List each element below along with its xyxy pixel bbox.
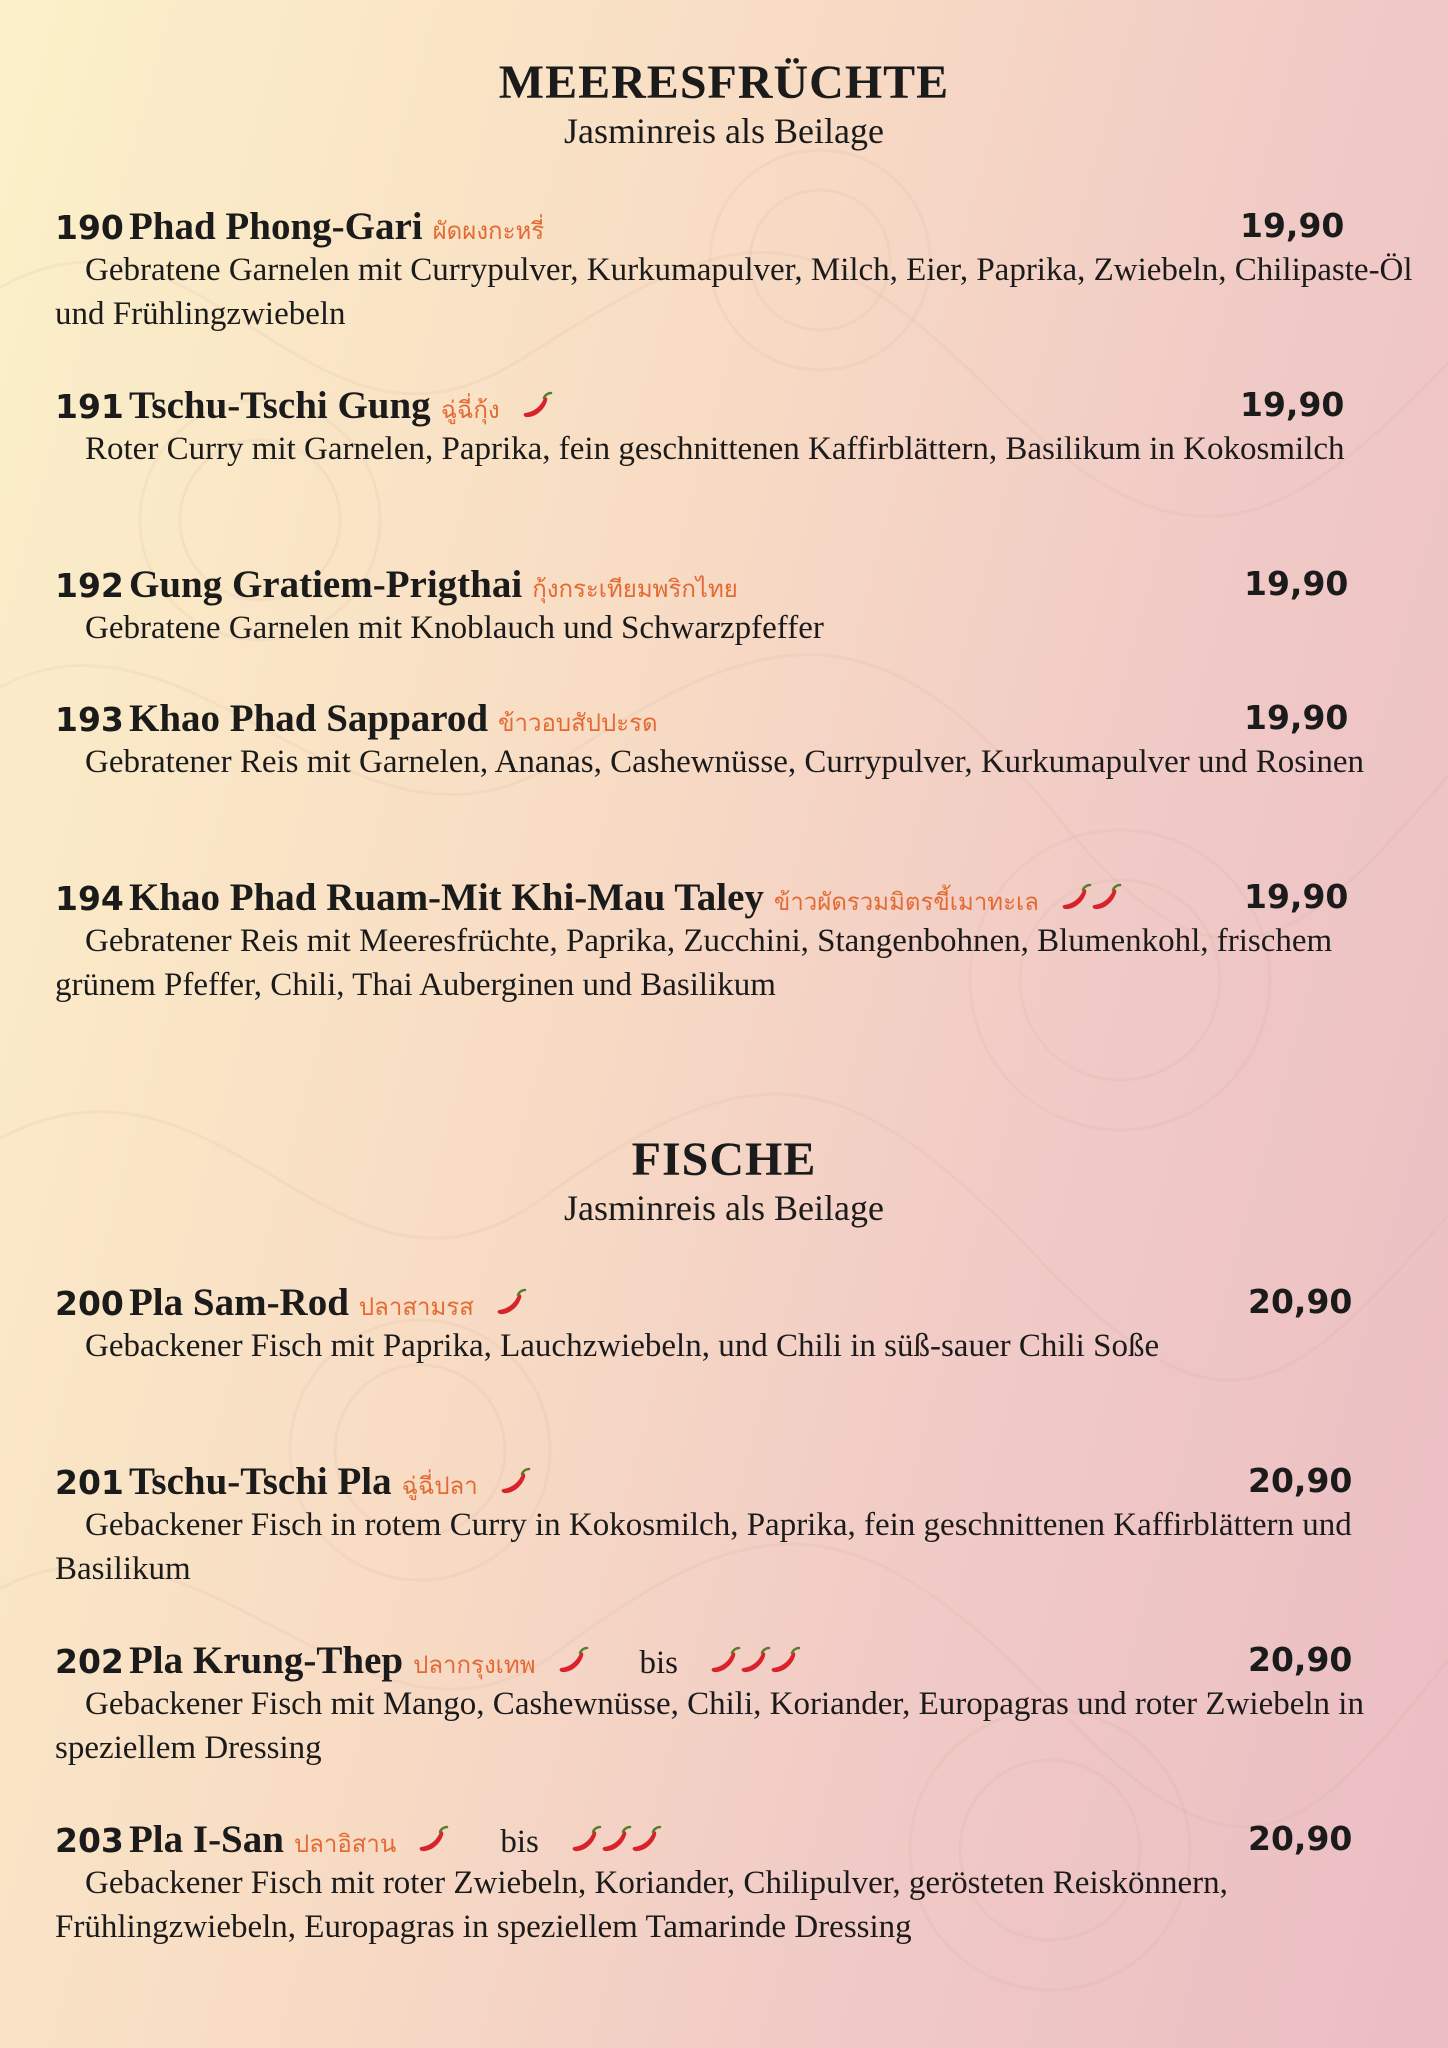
section-subtitle: Jasminreis als Beilage: [564, 111, 884, 151]
item-price: 19,90: [1244, 698, 1349, 737]
item-thai-name: ปลากรุงเทพ: [413, 1651, 536, 1679]
item-number: 192: [55, 566, 124, 605]
item-name: Pla Sam-Rod: [128, 1281, 349, 1324]
item-name: Tschu-Tschi Pla: [128, 1460, 392, 1503]
item-number: 194: [55, 879, 124, 918]
menu-item: [55, 1638, 1415, 1770]
item-price: 20,90: [1248, 1640, 1353, 1679]
chili-pepper-icon: [601, 1825, 633, 1855]
item-number: 202: [55, 1642, 124, 1681]
item-name: Phad Phong-Gari: [128, 205, 423, 248]
menu-item: [55, 204, 1415, 336]
item-price: 19,90: [1240, 206, 1345, 245]
menu-item-header: [55, 1459, 1415, 1503]
menu-item-header: [55, 875, 1415, 919]
item-name: Pla I-San: [128, 1818, 284, 1861]
item-description: Gebackener Fisch mit Paprika, Lauchzwiebeln, und Chili in süß-sauer Chili Soße: [85, 1328, 1160, 1364]
spice-level: [571, 1825, 661, 1859]
chili-pepper-icon: [558, 1646, 590, 1676]
menu-item: [55, 1459, 1415, 1591]
menu-item-header: [55, 696, 1415, 740]
spice-level: [1061, 883, 1121, 917]
menu-item-header: [55, 562, 1415, 606]
item-description: Gebratene Garnelen mit Currypulver, Kurkumapulver, Milch, Eier, Paprika, Zwiebeln, Chilipaste-Öl und Frühlingzwiebeln: [55, 252, 1413, 332]
menu-item-header: [55, 1817, 1415, 1861]
item-number: 193: [55, 700, 124, 739]
menu-item: [55, 383, 1415, 471]
spice-level: [496, 1288, 526, 1322]
item-price: 20,90: [1248, 1282, 1353, 1321]
item-thai-name: ปลาสามรส: [358, 1293, 474, 1321]
item-thai-name: ฉู่ฉี่ปลา: [401, 1472, 478, 1500]
item-description: Gebackener Fisch mit roter Zwiebeln, Koriander, Chilipulver, gerösteten Reiskönnern, Frühlingzwiebeln, Europagras in speziellem Tamarinde Dressing: [55, 1865, 1228, 1945]
item-price: 19,90: [1244, 877, 1349, 916]
item-number: 201: [55, 1463, 124, 1502]
menu-item: [55, 875, 1415, 1007]
chili-pepper-icon: [496, 1288, 528, 1318]
spice-level: [710, 1646, 800, 1680]
item-thai-name: ผัดผงกะหรี่: [432, 217, 545, 245]
section-subtitle: Jasminreis als Beilage: [564, 1188, 884, 1228]
item-name: Khao Phad Sapparod: [128, 697, 489, 740]
item-description: Roter Curry mit Garnelen, Paprika, fein geschnittenen Kaffirblättern, Basilikum in Kokosmilch: [85, 431, 1345, 467]
menu-item-header: [55, 204, 1415, 248]
chili-pepper-icon: [500, 1467, 532, 1497]
spice-level: [500, 1467, 530, 1501]
chili-pepper-icon: [1091, 883, 1123, 913]
item-description: Gebratener Reis mit Garnelen, Ananas, Cashewnüsse, Currypulver, Kurkumapulver und Rosinen: [85, 744, 1364, 780]
menu-item: [55, 1817, 1415, 1949]
item-thai-name: ปลาอิสาน: [293, 1830, 397, 1858]
item-thai-name: กุ้งกระเทียมพริกไทย: [532, 575, 738, 603]
menu-item: [55, 562, 1415, 650]
item-thai-name: ฉู่ฉี่กุ้ง: [440, 396, 500, 424]
item-name: Tschu-Tschi Gung: [128, 384, 431, 427]
chili-pepper-icon: [631, 1825, 663, 1855]
item-description: Gebratener Reis mit Meeresfrüchte, Paprika, Zucchini, Stangenbohnen, Blumenkohl, frischem grünem Pfeffer, Chili, Thai Auberginen und Basilikum: [55, 923, 1333, 1003]
item-price: 20,90: [1248, 1461, 1353, 1500]
chili-pepper-icon: [1061, 883, 1093, 913]
item-number: 203: [55, 1821, 124, 1860]
item-description: Gebackener Fisch mit Mango, Cashewnüsse, Chili, Koriander, Europagras und roter Zwiebeln in speziellem Dressing: [55, 1686, 1364, 1766]
item-thai-name: ข้าวอบสัปปะรด: [498, 709, 658, 737]
item-price: 20,90: [1248, 1819, 1353, 1858]
section-title-meeresfruechte: MEERESFRÜCHTE: [498, 56, 950, 109]
spice-range-word: bis: [639, 1645, 679, 1681]
item-name: Gung Gratiem-Prigthai: [128, 563, 523, 606]
item-description: Gebratene Garnelen mit Knoblauch und Schwarzpfeffer: [85, 610, 824, 646]
item-number: 191: [55, 387, 124, 426]
spice-level: [418, 1825, 448, 1859]
spice-range-word: bis: [500, 1824, 539, 1860]
item-name: Pla Krung-Thep: [128, 1639, 404, 1682]
section-title-fische: FISCHE: [631, 1133, 817, 1186]
menu-item-header: [55, 383, 1415, 427]
spice-level: [558, 1646, 588, 1680]
chili-pepper-icon: [770, 1646, 802, 1676]
menu-item-header: [55, 1638, 1415, 1682]
menu-item: [55, 696, 1415, 784]
chili-pepper-icon: [740, 1646, 772, 1676]
chili-pepper-icon: [522, 391, 554, 421]
menu-item-header: [55, 1280, 1415, 1324]
menu-item: [55, 1280, 1415, 1368]
item-thai-name: ข้าวผัดรวมมิตรขี้เมาทะเล: [773, 888, 1039, 916]
chili-pepper-icon: [571, 1825, 603, 1855]
item-number: 190: [55, 208, 124, 247]
item-description: Gebackener Fisch in rotem Curry in Kokosmilch, Paprika, fein geschnittenen Kaffirblättern und Basilikum: [55, 1507, 1352, 1587]
chili-pepper-icon: [418, 1825, 450, 1855]
item-name: Khao Phad Ruam-Mit Khi-Mau Taley: [128, 876, 764, 919]
spice-level: [522, 391, 552, 425]
item-number: 200: [55, 1284, 124, 1323]
item-price: 19,90: [1240, 385, 1345, 424]
item-price: 19,90: [1244, 564, 1349, 603]
chili-pepper-icon: [710, 1646, 742, 1676]
